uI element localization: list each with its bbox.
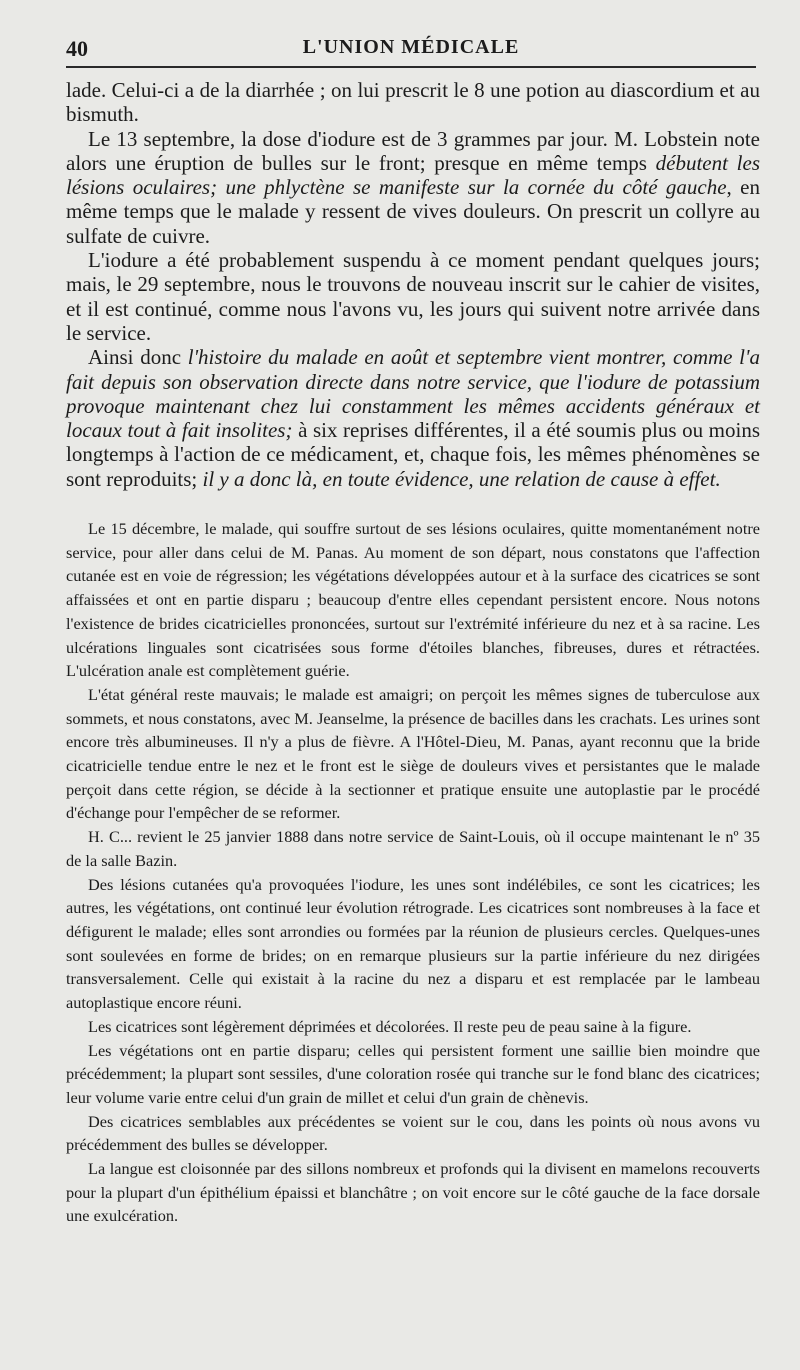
text-run: Le 13 septembre, la dose d'iodure est de 3 grammes par jour. M. Lobstein note alors une éruption de bulles sur le front; presque en même temps — [66, 126, 760, 175]
case-note-paragraph: Des cicatrices semblables aux précédentes se voient sur le cou, dans les points où nous avons vu précédemment des bulles se développer. — [66, 1111, 760, 1155]
main-paragraph — [66, 248, 760, 345]
text-run: , en même temps que le malade y ressent de vives douleurs. On prescrit un collyre au sulfate de cuivre. — [66, 175, 760, 248]
case-note-paragraph: La langue est cloisonnée par des sillons nombreux et profonds qui la divisent en mamelons recouverts pour la plupart d'un épithélium épaissi et blanchâtre ; on voit encore sur le côté gauche de la face dorsale une exulcération. — [66, 1159, 760, 1226]
italic-run: l'histoire du malade en août et septembre vient montrer, comme l'a fait depuis son observation directe dans notre service, que l'iodure de potassium provoque maintenant chez lui constamment les mêmes accidents généraux et locaux tout à fait insolites; — [66, 345, 761, 443]
main-paragraph — [66, 345, 760, 491]
italic-run: débutent les lésions oculaires; une phlyctène se manifeste sur la cornée du côté gauche — [66, 150, 761, 200]
case-note-paragraph: Les cicatrices sont légèrement déprimées et décolorées. Il reste peu de peau saine à la figure. — [88, 1016, 692, 1036]
page-header — [66, 0, 756, 68]
text-run: à six reprises différentes, il a été soumis plus ou moins longtemps à l'action de ce médicament, et, chaque fois, les mêmes phénomènes se sont reproduits; — [66, 418, 760, 491]
text-run: L'iodure a été probablement suspendu à ce moment pendant quelques jours; mais, le 29 septembre, nous le trouvons de nouveau inscrit sur le cahier de visites, et il est continué, comme nous l'avons vu, les jours qui suivent notre arrivée dans le service. — [66, 248, 760, 345]
page-number: 40 — [66, 36, 88, 61]
italic-run: il y a donc là, en toute évidence, une relation de cause à effet. — [202, 466, 721, 491]
running-title: L'UNION MÉDICALE — [302, 36, 520, 58]
case-note-paragraph: Des lésions cutanées qu'a provoquées l'iodure, les unes sont indélébiles, ce sont les cicatrices; les autres, les végétations, ont continué leur évolution rétrograde. Les cicatrices sont nombreuses à la face et défigurent le malade; elles sont arrondies ou formées par la réunion de plusieurs cercles. Quelques-unes sont soulevées en forme de brides; on en remarque plusieurs sur la partie inférieure du nez dirigées transversalement. Celle qui existait à la racine du nez a disparu et est remplacée par le lambeau autoplastique encore réuni. — [66, 874, 760, 1013]
text-run: Ainsi donc — [88, 345, 188, 370]
text-run: lade. Celui-ci a de la diarrhée ; on lui prescrit le 8 une potion au diascordium et au bismuth. — [66, 78, 760, 127]
main-body-text — [66, 78, 760, 491]
case-note-paragraph: L'état général reste mauvais; le malade est amaigri; on perçoit les mêmes signes de tuberculose aux sommets, et nous constatons, avec M. Jeanselme, la présence de bacilles dans les crachats. Les urines sont encore très albumineuses. Il n'y a plus de fièvre. A l'Hôtel-Dieu, M. Panas, ayant reconnu que la bride cicatricielle tendue entre le nez et le front est le siège de douleurs vives et persistantes que le malade perçoit dans cette région, se décide à la sectionner et pratique ensuite une autoplastie par le procédé d'échange pour l'empêcher de se reformer. — [66, 684, 760, 823]
case-notes-text — [66, 517, 760, 1228]
case-note-paragraph: H. C... revient le 25 janvier 1888 dans notre service de Saint-Louis, où il occupe maintenant le nº 35 de la salle Bazin. — [66, 827, 760, 870]
case-note-paragraph: Le 15 décembre, le malade, qui souffre surtout de ses lésions oculaires, quitte momentanément notre service, pour aller dans celui de M. Panas. Au moment de son départ, nous constatons que l'affection cutanée est en voie de régression; les végétations développées autour et à la surface des cicatrices se sont affaissées et ont en partie disparu ; beaucoup d'entre elles cependant persistent encore. Nous notons l'existence de brides cicatricielles prononcées, surtout sur l'extrémité inférieure du nez et à sa racine. Les ulcérations linguales sont cicatrisées sous forme d'étoiles blanches, fibreuses, dures et rétractées. L'ulcération anale est complètement guérie. — [66, 519, 760, 681]
main-paragraph — [66, 78, 760, 127]
case-note-paragraph: Les végétations ont en partie disparu; celles qui persistent forment une saillie bien moindre que précédemment; la plupart sont sessiles, d'une coloration rosée qui tranche sur le fond blanc des cicatrices; leur volume varie entre celui d'un grain de millet et celui d'un grain de chènevis. — [66, 1040, 760, 1107]
main-paragraph — [66, 127, 760, 248]
